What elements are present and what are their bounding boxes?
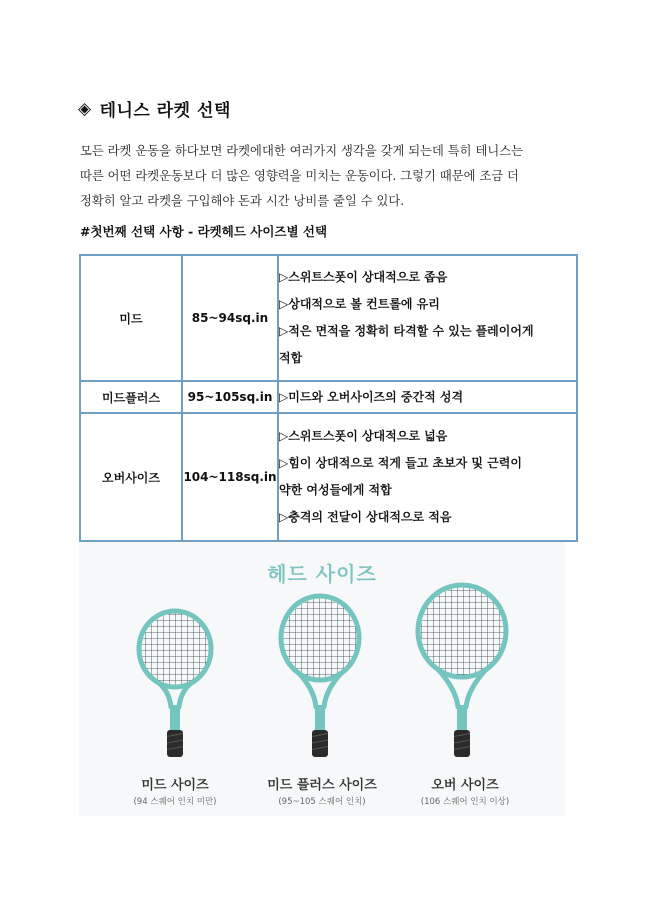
intro-line: 모든 라켓 운동을 하다보면 라켓에대한 여러가지 생각을 갖게 되는데 특히 테니스는 <box>80 144 523 158</box>
size-description-cell <box>278 413 577 541</box>
table-row <box>80 381 577 413</box>
racket-caption-midplus <box>247 774 397 807</box>
description-line: ▷상대적으로 볼 컨트롤에 유리 <box>279 297 440 311</box>
description-line: ▷적은 면적을 정확히 타격할 수 있는 플레이어게 <box>279 324 534 338</box>
description-line: 적합 <box>279 351 303 365</box>
description-line: ▷스위트스폿이 상대적으로 넓음 <box>279 429 448 443</box>
racket-label: 미드 플러스 사이즈 <box>267 778 377 793</box>
racket-sublabel: (106 스퀘어 인치 이상) <box>420 797 510 807</box>
description-line: ▷스위트스폿이 상대적으로 좁음 <box>279 270 448 284</box>
size-name-cell: 미드 <box>80 255 182 381</box>
racket-caption-oversize <box>390 774 540 807</box>
head-size-table <box>79 254 578 542</box>
size-name-cell: 미드플러스 <box>80 381 182 413</box>
intro-paragraph <box>80 139 580 214</box>
racket-label: 미드 사이즈 <box>141 778 209 793</box>
size-range-cell: 95~105sq.in <box>182 381 278 413</box>
size-range-cell: 104~118sq.in <box>182 413 278 541</box>
table-row <box>80 413 577 541</box>
size-description-cell <box>278 255 577 381</box>
description-line: ▷힘이 상대적으로 적게 들고 초보자 및 근력이 <box>279 456 522 470</box>
intro-line: 따른 어떤 라켓운동보다 더 많은 영향력을 미치는 운동이다. 그렇기 때문에 조금 더 <box>80 169 519 183</box>
size-range-cell: 85~94sq.in <box>182 255 278 381</box>
diamond-bullet-icon: ◈ <box>78 98 92 119</box>
size-name-cell: 오버사이즈 <box>80 413 182 541</box>
section-title-text: 테니스 라켓 선택 <box>99 101 231 121</box>
racket-group <box>139 585 506 757</box>
racket-caption-mid <box>100 774 250 807</box>
head-size-illustration <box>79 542 565 816</box>
description-line: ▷충격의 전달이 상대적으로 적음 <box>279 510 452 524</box>
racket-sublabel: (94 스퀘어 인치 미만) <box>133 797 217 807</box>
racket-sublabel: (95~105 스퀘어 인치) <box>278 797 366 807</box>
table-row <box>80 255 577 381</box>
sub-heading: #첫번째 선택 사항 - 라켓헤드 사이즈별 선택 <box>80 224 328 239</box>
racket-shaft-midplus <box>315 705 325 732</box>
racket-shaft-oversize <box>457 705 467 732</box>
racket-shaft-mid <box>170 705 180 732</box>
description-line: 약한 여성들에게 적합 <box>279 483 392 497</box>
intro-line: 정확히 알고 라켓을 구입해야 돈과 시간 낭비를 줄일 수 있다. <box>80 194 405 208</box>
size-description-cell <box>278 381 577 413</box>
illustration-title: 헤드 사이즈 <box>267 562 377 586</box>
section-title <box>78 96 231 121</box>
description-line: ▷미드와 오버사이즈의 중간적 성격 <box>279 389 464 404</box>
racket-label: 오버 사이즈 <box>431 778 499 793</box>
